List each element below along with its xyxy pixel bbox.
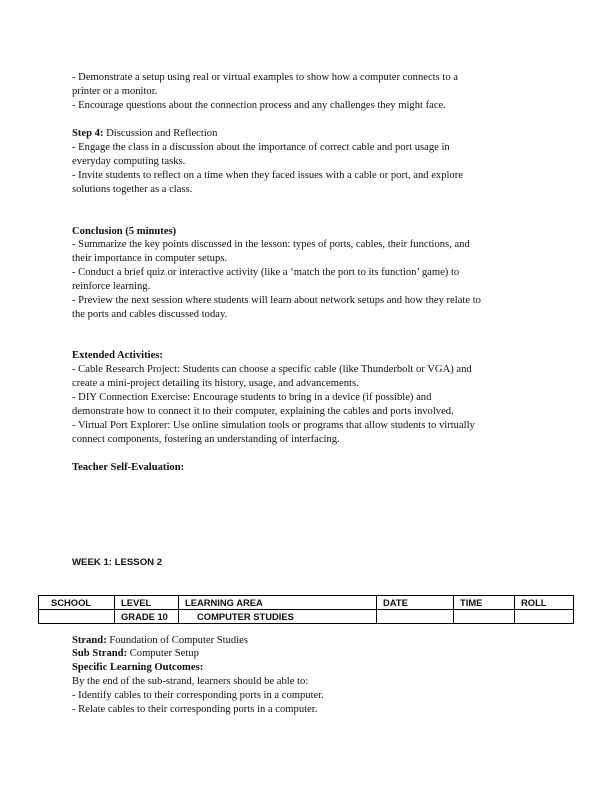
slo-line: By the end of the sub-strand, learners should be able to:: [72, 676, 309, 687]
conclusion-line: - Preview the next session where students will learn about network setups and how they relate to: [72, 295, 481, 306]
conclusion-line: - Conduct a brief quiz or interactive activity (like a ‘match the port to its function’ game) to: [72, 267, 460, 278]
header-roll: ROLL: [515, 596, 574, 610]
slo-heading: [72, 661, 203, 675]
step4-line: - Engage the class in a discussion about the importance of correct cable and port usage in: [72, 142, 450, 153]
slo-line: - Relate cables to their corresponding ports in a computer.: [72, 704, 318, 715]
cell-learning-area: COMPUTER STUDIES: [179, 610, 377, 624]
extended-heading-text: Extended Activities:: [72, 350, 163, 361]
conclusion-line: their importance in computer setups.: [72, 253, 228, 264]
header-learning-area: LEARNING AREA: [179, 596, 377, 610]
intro-line: - Encourage questions about the connection process and any challenges they might face.: [72, 100, 446, 111]
sub-strand-line: [72, 647, 199, 661]
cell-school: [39, 610, 115, 624]
self-eval-heading: [72, 461, 184, 475]
strand-value: Foundation of Computer Studies: [106, 635, 248, 646]
extended-line: - Cable Research Project: Students can choose a specific cable (like Thunderbolt or VGA) and: [72, 364, 472, 375]
cell-level: GRADE 10: [115, 610, 179, 624]
strand-line: [72, 634, 248, 648]
extended-line: create a mini-project detailing its history, usage, and advancements.: [72, 378, 359, 389]
table-row: [39, 610, 574, 624]
step4-line: solutions together as a class.: [72, 184, 193, 195]
intro-line: printer or a monitor.: [72, 86, 158, 97]
cell-roll: [515, 610, 574, 624]
step4-title: Discussion and Reflection: [103, 128, 218, 139]
step4-line: - Invite students to reflect on a time when they faced issues with a cable or port, and explore: [72, 170, 463, 181]
step4-line: everyday computing tasks.: [72, 156, 186, 167]
conclusion-heading: [72, 225, 176, 239]
self-eval-heading-text: Teacher Self-Evaluation:: [72, 462, 185, 473]
conclusion-line: the ports and cables discussed today.: [72, 309, 228, 320]
conclusion-line: - Summarize the key points discussed in the lesson: types of ports, cables, their functions, and: [72, 239, 470, 250]
strand-label: Strand:: [72, 635, 107, 646]
header-school: SCHOOL: [39, 596, 115, 610]
cell-time: [454, 610, 515, 624]
sub-strand-value: Computer Setup: [127, 648, 199, 659]
intro-line: - Demonstrate a setup using real or virtual examples to show how a computer connects to a: [72, 72, 458, 83]
conclusion-line: reinforce learning.: [72, 281, 151, 292]
extended-line: demonstrate how to connect it to their computer, explaining the cables and ports involved.: [72, 406, 454, 417]
slo-label: Specific Learning Outcomes:: [72, 662, 204, 673]
step4-heading-line: [72, 127, 217, 141]
week-lesson-label: WEEK 1: LESSON 2: [72, 557, 163, 568]
table-header-row: [39, 596, 574, 610]
extended-heading: [72, 349, 163, 363]
extended-line: - Virtual Port Explorer: Use online simulation tools or programs that allow students to virtually: [72, 420, 475, 431]
conclusion-heading-text: Conclusion (5 minutes): [72, 226, 177, 237]
extended-line: connect components, fostering an understanding of interfacing.: [72, 434, 340, 445]
lesson-meta-table: [38, 595, 574, 624]
header-level: LEVEL: [115, 596, 179, 610]
step4-heading: Step 4:: [72, 128, 104, 139]
cell-date: [377, 610, 454, 624]
header-time: TIME: [454, 596, 515, 610]
extended-line: - DIY Connection Exercise: Encourage students to bring in a device (if possible) and: [72, 392, 432, 403]
sub-strand-label: Sub Strand:: [72, 648, 128, 659]
header-date: DATE: [377, 596, 454, 610]
slo-line: - Identify cables to their corresponding ports in a computer.: [72, 690, 324, 701]
